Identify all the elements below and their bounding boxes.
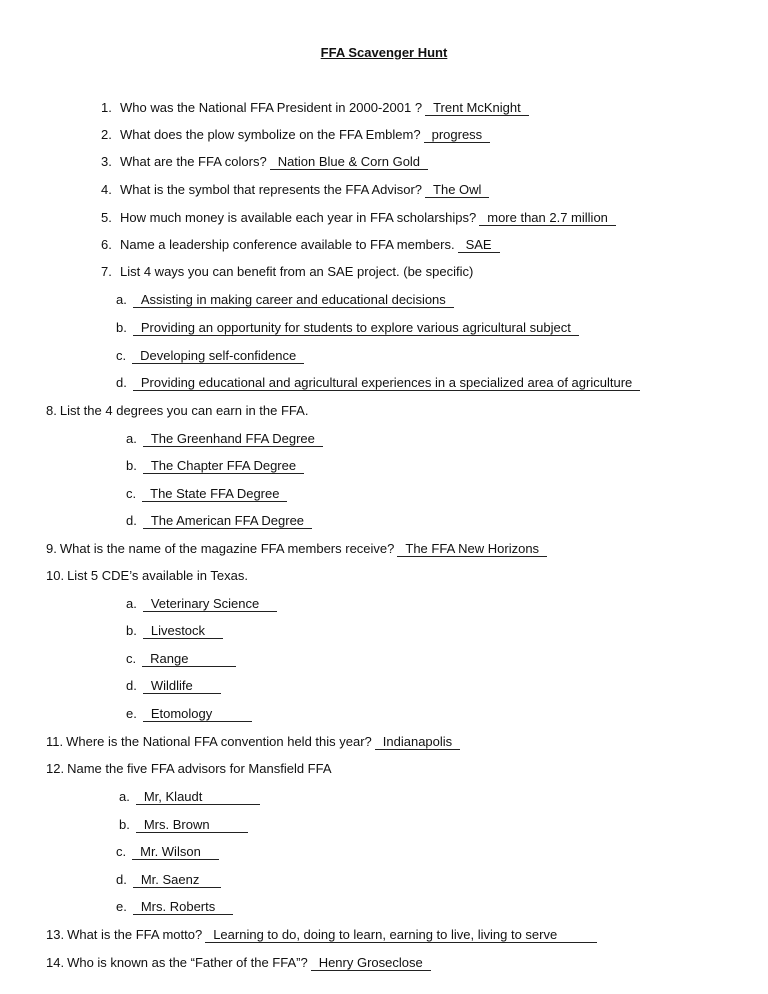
answer-text: Learning to do, doing to learn, earning to live, living to serve [205,927,597,943]
question-text: List 4 ways you can benefit from an SAE project. (be specific) [120,264,474,279]
answer-line [126,513,312,529]
item-number: 9. [46,541,57,556]
answer-text: Mrs. Roberts [133,899,233,915]
question-line [101,264,473,280]
item-number: 11. [46,734,64,749]
item-number: b. [126,623,137,638]
answer-text: Developing self-confidence [132,348,304,364]
answer-line [116,320,579,336]
question-text: What is the symbol that represents the FFA Advisor? [120,182,423,197]
answer-text: The FFA New Horizons [397,541,547,557]
answer-line [119,789,260,805]
answer-text: The Greenhand FFA Degree [143,431,323,447]
answer-line [116,899,233,915]
answer-line [126,706,252,722]
item-number: a. [119,789,130,804]
item-number: a. [126,596,137,611]
answer-text: Henry Groseclose [311,955,431,971]
answer-line [116,375,640,391]
answer-line [116,872,221,888]
answer-text: Mrs. Brown [136,817,248,833]
question-line [101,154,428,170]
question-line [46,403,308,419]
question-line [101,210,616,226]
answer-text: Wildlife [143,678,221,694]
item-number: 5. [101,210,112,225]
question-text: List 5 CDE’s available in Texas. [67,568,248,583]
answer-text: The Chapter FFA Degree [143,458,304,474]
answer-line [119,817,248,833]
item-number: c. [126,486,137,501]
item-number: 12. [46,761,65,776]
question-text: Name a leadership conference available to FFA members. [120,237,455,252]
item-number: e. [116,899,127,914]
item-number: b. [119,817,130,832]
item-number: 1. [101,100,112,115]
answer-line [116,348,304,364]
answer-text: The American FFA Degree [143,513,312,529]
item-number: 2. [101,127,112,142]
item-number: c. [116,844,127,859]
question-line [46,734,460,750]
answer-text: The Owl [425,182,489,198]
item-number: a. [116,292,127,307]
answer-text: Mr, Klaudt [136,789,261,805]
answer-text: The State FFA Degree [142,486,287,502]
item-number: b. [126,458,137,473]
answer-line [126,486,287,502]
question-text: Name the five FFA advisors for Mansfield FFA [67,761,332,776]
answer-text: Range [142,651,236,667]
answer-line [126,678,221,694]
question-text: What does the plow symbolize on the FFA Emblem? [120,127,421,142]
item-number: 13. [46,927,65,942]
question-text: Who was the National FFA President in 2000-2001 ? [120,100,423,115]
question-line [101,100,529,116]
item-number: 8. [46,403,57,418]
answer-text: Etomology [143,706,252,722]
answer-line [116,844,219,860]
answer-text: Nation Blue & Corn Gold [270,154,428,170]
item-number: d. [126,678,137,693]
question-text: Where is the National FFA convention held this year? [66,734,372,749]
question-text: How much money is available each year in FFA scholarships? [120,210,477,225]
item-number: 3. [101,154,112,169]
answer-line [116,292,454,308]
item-number: 7. [101,264,112,279]
answer-text: progress [424,127,491,143]
item-number: 4. [101,182,112,197]
question-line [46,955,431,971]
question-line [46,927,597,943]
question-text: What is the FFA motto? [67,927,203,942]
answer-text: Indianapolis [375,734,460,750]
question-line [46,761,332,777]
answer-text: Assisting in making career and educational decisions [133,292,454,308]
item-number: 14. [46,955,65,970]
item-number: b. [116,320,127,335]
answer-line [126,596,277,612]
answer-text: SAE [458,237,500,253]
item-number: d. [116,872,127,887]
item-number: 10. [46,568,65,583]
question-line [101,237,500,253]
answer-line [126,458,304,474]
answer-text: Livestock [143,623,223,639]
answer-text: Mr. Wilson [132,844,219,860]
answer-text: Veterinary Science [143,596,277,612]
question-line [101,182,489,198]
item-number: d. [116,375,127,390]
answer-text: Mr. Saenz [133,872,222,888]
answer-line [126,651,236,667]
answer-text: Providing educational and agricultural experiences in a specialized area of agriculture [133,375,640,391]
answer-line [126,623,223,639]
question-text: List the 4 degrees you can earn in the FFA. [59,403,309,418]
question-text: What are the FFA colors? [120,154,267,169]
item-number: c. [126,651,137,666]
item-number: c. [116,348,127,363]
item-number: 6. [101,237,112,252]
answer-text: more than 2.7 million [479,210,616,226]
answer-text: Providing an opportunity for students to explore various agricultural subject [133,320,579,336]
question-line [46,541,547,557]
item-number: a. [126,431,137,446]
question-line [46,568,248,584]
question-line [101,127,490,143]
answer-text: Trent McKnight [425,100,529,116]
answer-line [126,431,323,447]
question-text: Who is known as the “Father of the FFA”? [67,955,308,970]
page-title: FFA Scavenger Hunt [320,45,448,60]
item-number: d. [126,513,137,528]
item-number: e. [126,706,137,721]
question-text: What is the name of the magazine FFA members receive? [59,541,395,556]
